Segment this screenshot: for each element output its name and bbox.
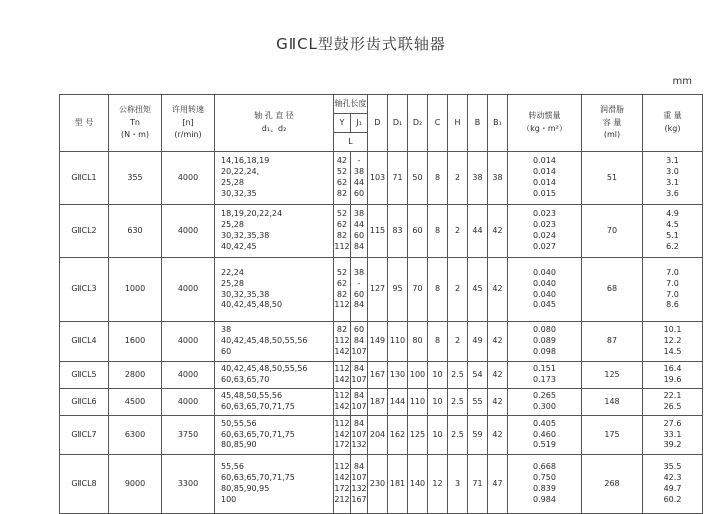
cell-grease: 125 — [582, 362, 643, 389]
cell-Y: 52 62 82 112 — [334, 205, 351, 258]
page-title: GⅡCL型鼓形齿式联轴器 — [276, 35, 446, 53]
cell-model: GⅡCL8 — [60, 455, 109, 514]
cell-B: 44 — [468, 205, 488, 258]
cell-speed: 4000 — [162, 152, 215, 205]
cell-torque: 6300 — [109, 416, 162, 455]
cell-inertia: 0.668 0.750 0.839 0.984 — [508, 455, 582, 514]
header-D: D — [368, 95, 388, 152]
cell-J1: 84 107 132 167 — [351, 455, 368, 514]
cell-grease: 70 — [582, 205, 643, 258]
header-B1: B₁ — [488, 95, 508, 152]
cell-B1: 47 — [488, 455, 508, 514]
cell-D: 204 — [368, 416, 388, 455]
cell-Y: 52 62 82 112 — [334, 258, 351, 322]
cell-inertia: 0.014 0.014 0.014 0.015 — [508, 152, 582, 205]
cell-D1: 181 — [388, 455, 408, 514]
header-inertia: 转动惯量 （kg・m²） — [508, 95, 582, 152]
cell-C: 12 — [428, 455, 448, 514]
cell-C: 8 — [428, 205, 448, 258]
cell-Y: 82 112 142 — [334, 322, 351, 362]
cell-B1: 42 — [488, 205, 508, 258]
cell-inertia: 0.040 0.040 0.040 0.045 — [508, 258, 582, 322]
cell-C: 8 — [428, 258, 448, 322]
cell-bore-diameters: 18,19,20,22,24 25,28 30,32,35,38 40,42,45 — [215, 205, 334, 258]
cell-Y: 112 142 172 212 — [334, 455, 351, 514]
cell-model: GⅡCL3 — [60, 258, 109, 322]
cell-bore-diameters: 40,42,45,48,50,55,56 60,63,65,70 — [215, 362, 334, 389]
cell-Y: 42 52 62 82 — [334, 152, 351, 205]
cell-D1: 110 — [388, 322, 408, 362]
cell-B1: 42 — [488, 258, 508, 322]
cell-grease: 175 — [582, 416, 643, 455]
header-Y: Y — [334, 114, 351, 133]
cell-D2: 100 — [408, 362, 428, 389]
cell-B1: 42 — [488, 416, 508, 455]
cell-H: 2 — [448, 322, 468, 362]
cell-D: 230 — [368, 455, 388, 514]
cell-D1: 95 — [388, 258, 408, 322]
cell-H: 2.5 — [448, 389, 468, 416]
cell-D2: 70 — [408, 258, 428, 322]
cell-bore-diameters: 38 40,42,45,48,50,55,56 60 — [215, 322, 334, 362]
table-row — [60, 205, 703, 258]
header-bore-diameter: 轴 孔 直 径 d₁、d₂ — [215, 95, 334, 152]
header-weight: 重 量 (kg) — [643, 95, 703, 152]
cell-C: 10 — [428, 362, 448, 389]
cell-J1: 60 84 107 — [351, 322, 368, 362]
cell-B: 45 — [468, 258, 488, 322]
header-L: L — [334, 133, 368, 152]
cell-weight: 4.9 4.5 5.1 6.2 — [643, 205, 703, 258]
cell-H: 2.5 — [448, 416, 468, 455]
cell-weight: 16.4 19.6 — [643, 362, 703, 389]
cell-C: 10 — [428, 416, 448, 455]
cell-weight: 3.1 3.0 3.1 3.6 — [643, 152, 703, 205]
cell-B1: 38 — [488, 152, 508, 205]
cell-speed: 4000 — [162, 205, 215, 258]
table-row — [60, 362, 703, 389]
cell-inertia: 0.151 0.173 — [508, 362, 582, 389]
cell-J1: 38 44 60 84 — [351, 205, 368, 258]
cell-grease: 51 — [582, 152, 643, 205]
cell-torque: 355 — [109, 152, 162, 205]
cell-grease: 268 — [582, 455, 643, 514]
header-C: C — [428, 95, 448, 152]
cell-Y: 112 142 — [334, 362, 351, 389]
cell-H: 2 — [448, 258, 468, 322]
cell-weight: 22.1 26.5 — [643, 389, 703, 416]
cell-C: 10 — [428, 389, 448, 416]
cell-B1: 42 — [488, 389, 508, 416]
cell-H: 2.5 — [448, 362, 468, 389]
table-row — [60, 455, 703, 514]
cell-speed: 4000 — [162, 258, 215, 322]
cell-B: 54 — [468, 362, 488, 389]
cell-D2: 140 — [408, 455, 428, 514]
cell-D1: 130 — [388, 362, 408, 389]
cell-bore-diameters: 55,56 60,63,65,70,71,75 80,85,90,95 100 — [215, 455, 334, 514]
cell-torque: 630 — [109, 205, 162, 258]
table-row — [60, 258, 703, 322]
cell-bore-diameters: 22,24 25,28 30,32,35,38 40,42,45,48,50 — [215, 258, 334, 322]
cell-H: 2 — [448, 152, 468, 205]
cell-D: 115 — [368, 205, 388, 258]
cell-B: 49 — [468, 322, 488, 362]
header-H: H — [448, 95, 468, 152]
unit-label: mm — [672, 76, 692, 87]
table-row — [60, 322, 703, 362]
cell-D: 187 — [368, 389, 388, 416]
cell-weight: 27.6 33.1 39.2 — [643, 416, 703, 455]
cell-D2: 50 — [408, 152, 428, 205]
cell-torque: 9000 — [109, 455, 162, 514]
cell-C: 8 — [428, 322, 448, 362]
cell-speed: 3300 — [162, 455, 215, 514]
cell-bore-diameters: 50,55,56 60,63,65,70,71,75 80,85,90 — [215, 416, 334, 455]
cell-weight: 35.5 42.3 49.7 60.2 — [643, 455, 703, 514]
cell-weight: 7.0 7.0 7.0 8.6 — [643, 258, 703, 322]
header-hub-length: 轴孔长度 — [334, 95, 368, 114]
coupling-spec-table — [59, 94, 703, 514]
cell-D2: 60 — [408, 205, 428, 258]
cell-torque: 2800 — [109, 362, 162, 389]
header-grease: 润滑脂 容 量 (ml) — [582, 95, 643, 152]
cell-B: 55 — [468, 389, 488, 416]
cell-model: GⅡCL5 — [60, 362, 109, 389]
cell-speed: 4000 — [162, 362, 215, 389]
cell-model: GⅡCL2 — [60, 205, 109, 258]
cell-D2: 80 — [408, 322, 428, 362]
cell-bore-diameters: 45,48,50,55,56 60,63,65,70,71,75 — [215, 389, 334, 416]
header-B: B — [468, 95, 488, 152]
cell-J1: 38 - 60 84 — [351, 258, 368, 322]
cell-B: 38 — [468, 152, 488, 205]
cell-grease: 68 — [582, 258, 643, 322]
header-D2: D₂ — [408, 95, 428, 152]
cell-model: GⅡCL6 — [60, 389, 109, 416]
header-model: 型 号 — [60, 95, 109, 152]
cell-D: 127 — [368, 258, 388, 322]
cell-bore-diameters: 14,16,18,19 20,22,24, 25,28 30,32,35 — [215, 152, 334, 205]
cell-D2: 125 — [408, 416, 428, 455]
cell-model: GⅡCL4 — [60, 322, 109, 362]
cell-speed: 4000 — [162, 322, 215, 362]
cell-B1: 42 — [488, 362, 508, 389]
cell-B1: 42 — [488, 322, 508, 362]
cell-D: 103 — [368, 152, 388, 205]
header-speed: 许用转速 [n] (r/min) — [162, 95, 215, 152]
header-J1: J₁ — [351, 114, 368, 133]
header-torque: 公称扭矩 Tn (N・m) — [109, 95, 162, 152]
cell-B: 59 — [468, 416, 488, 455]
cell-C: 8 — [428, 152, 448, 205]
cell-inertia: 0.080 0.089 0.098 — [508, 322, 582, 362]
table-row — [60, 416, 703, 455]
cell-D: 167 — [368, 362, 388, 389]
cell-D1: 144 — [388, 389, 408, 416]
cell-H: 3 — [448, 455, 468, 514]
cell-torque: 4500 — [109, 389, 162, 416]
table-row — [60, 152, 703, 205]
cell-J1: 84 107 — [351, 389, 368, 416]
cell-model: GⅡCL1 — [60, 152, 109, 205]
cell-J1: 84 107 132 — [351, 416, 368, 455]
cell-D2: 110 — [408, 389, 428, 416]
cell-torque: 1000 — [109, 258, 162, 322]
cell-B: 71 — [468, 455, 488, 514]
cell-J1: 84 107 — [351, 362, 368, 389]
cell-grease: 87 — [582, 322, 643, 362]
cell-J1: - 38 44 60 — [351, 152, 368, 205]
cell-speed: 3750 — [162, 416, 215, 455]
table-row — [60, 389, 703, 416]
cell-D: 149 — [368, 322, 388, 362]
cell-inertia: 0.405 0.460 0.519 — [508, 416, 582, 455]
cell-weight: 10.1 12.2 14.5 — [643, 322, 703, 362]
cell-D1: 83 — [388, 205, 408, 258]
cell-speed: 4000 — [162, 389, 215, 416]
cell-grease: 148 — [582, 389, 643, 416]
cell-D1: 71 — [388, 152, 408, 205]
cell-model: GⅡCL7 — [60, 416, 109, 455]
cell-Y: 112 142 172 — [334, 416, 351, 455]
cell-Y: 112 142 — [334, 389, 351, 416]
header-D1: D₁ — [388, 95, 408, 152]
cell-inertia: 0.265 0.300 — [508, 389, 582, 416]
cell-H: 2 — [448, 205, 468, 258]
cell-D1: 162 — [388, 416, 408, 455]
cell-torque: 1600 — [109, 322, 162, 362]
cell-inertia: 0.023 0.023 0.024 0.027 — [508, 205, 582, 258]
